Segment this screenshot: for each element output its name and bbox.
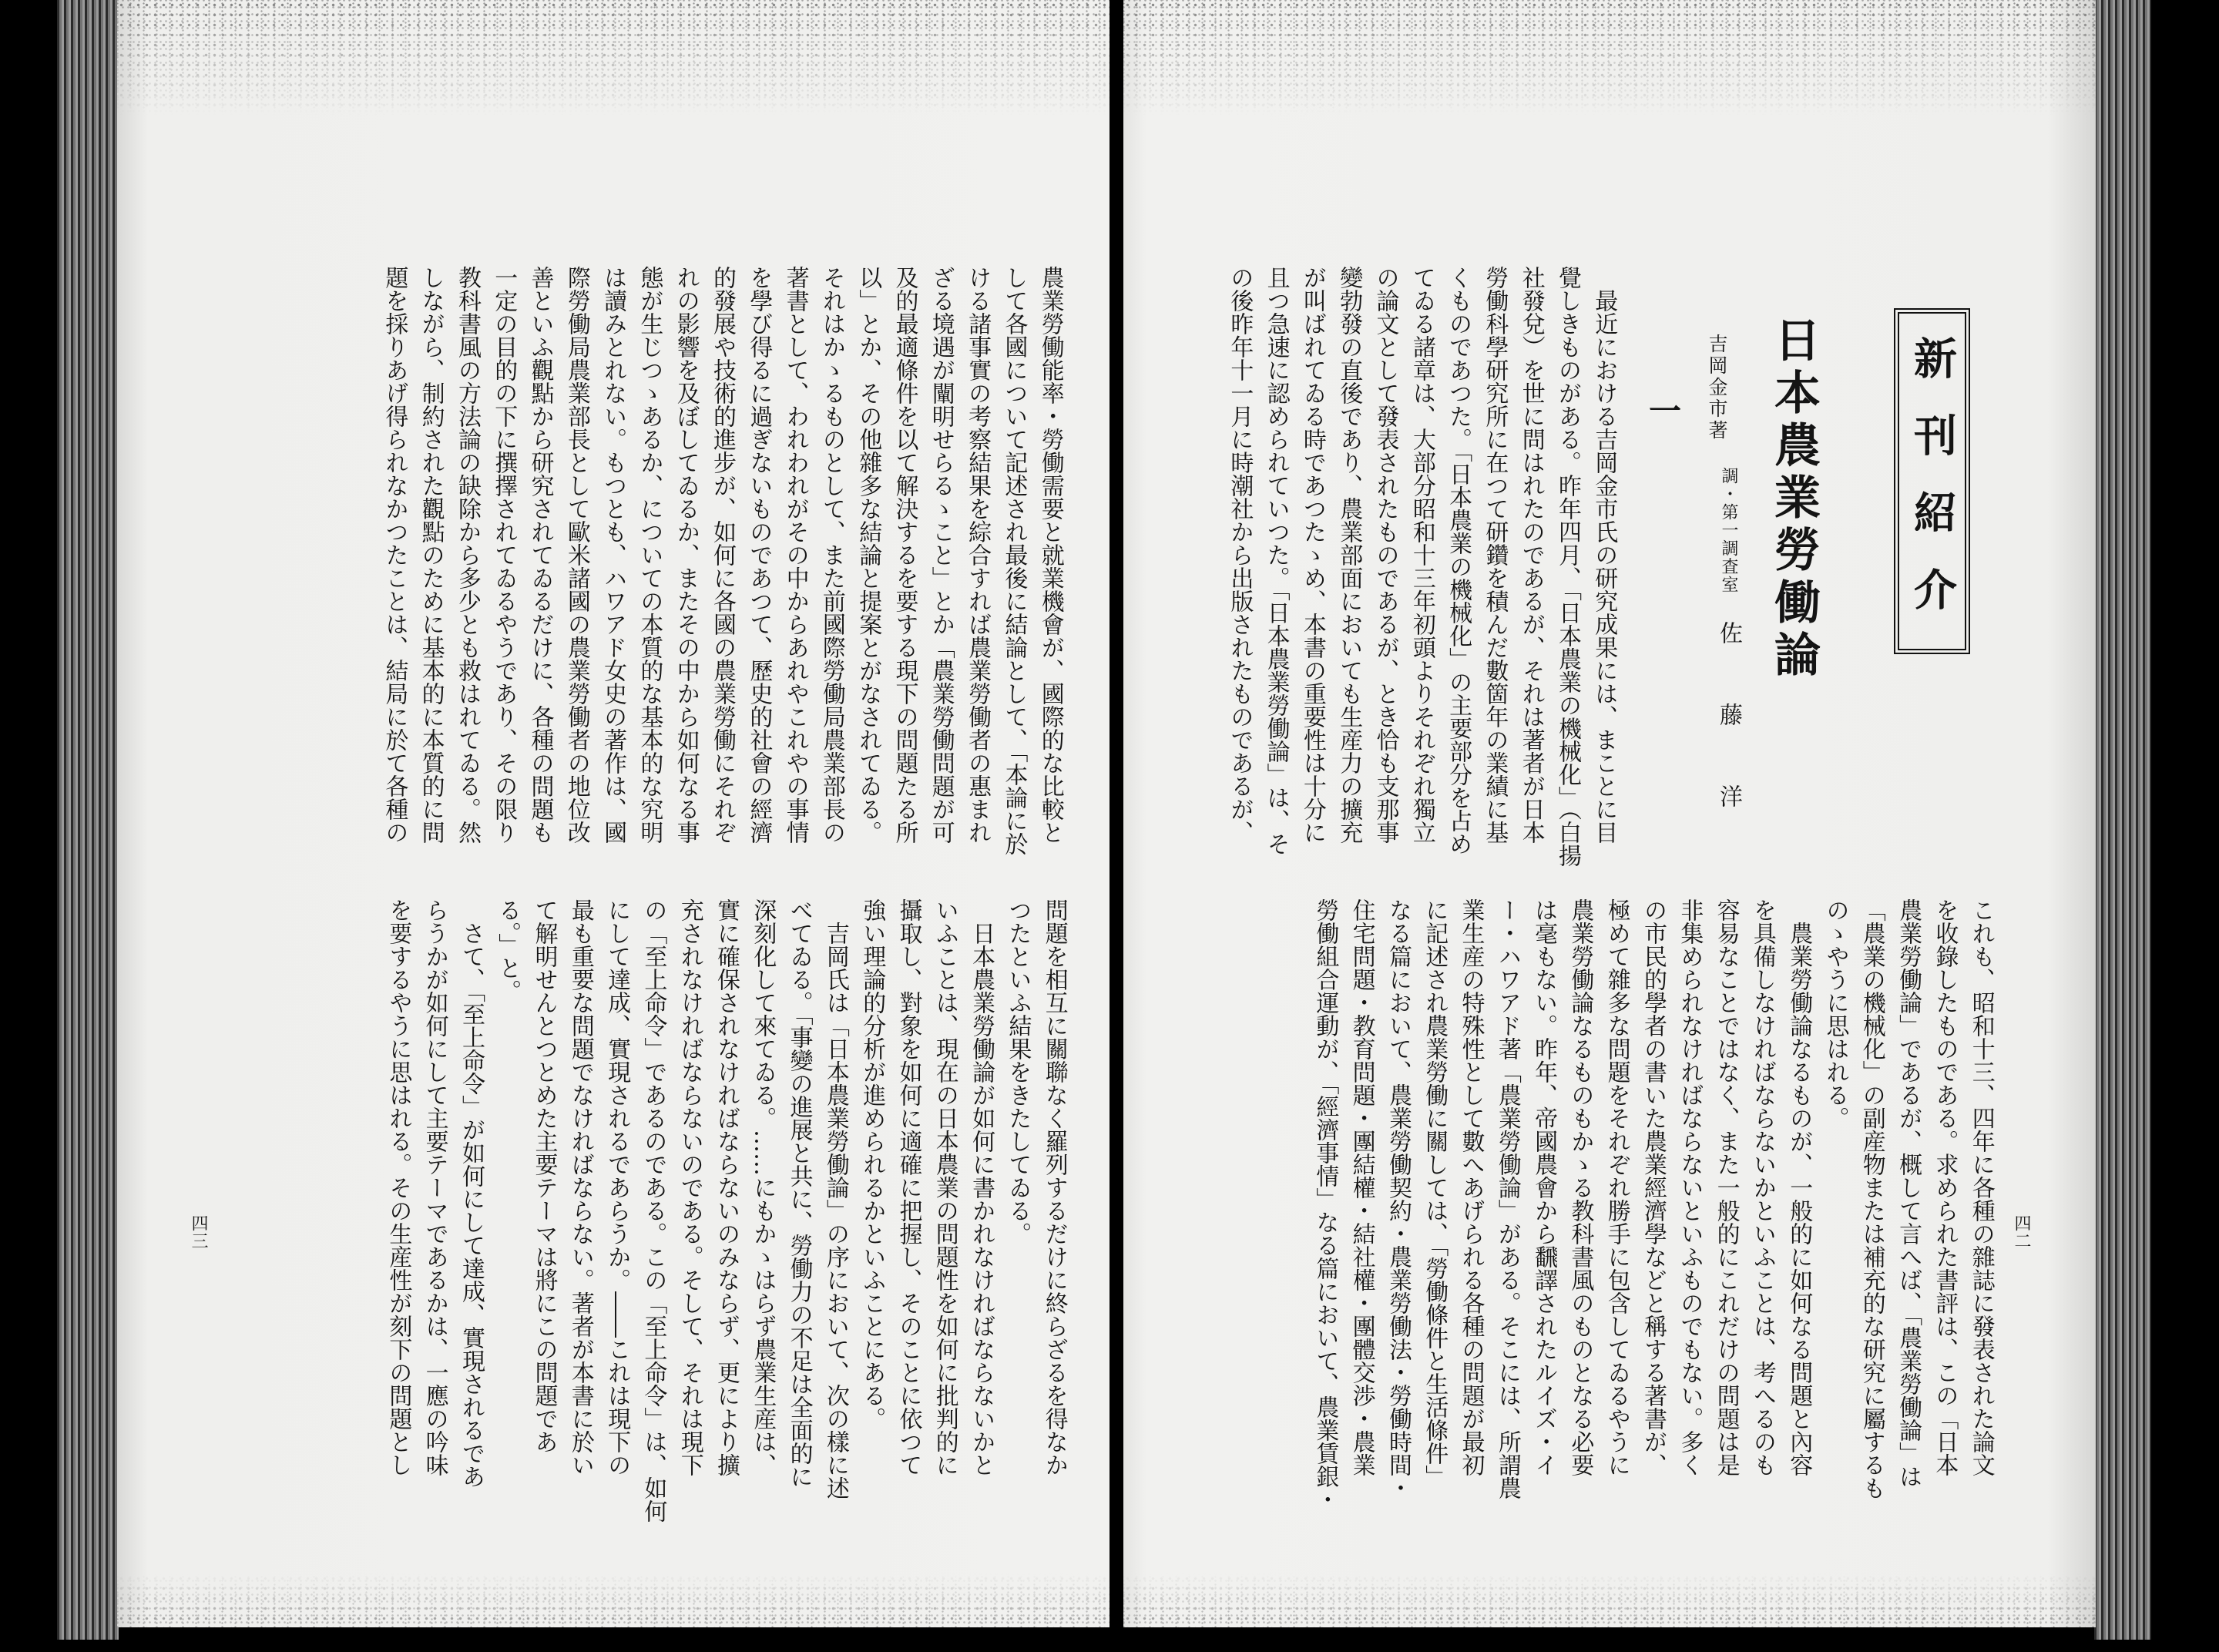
text-column: 最も重要な問題でなければならない。著者が本書に於い <box>566 898 594 1476</box>
text-column: て解明せんとつとめた主要テーマは將にこの問題であ <box>530 898 558 1453</box>
text-column: る。」と。 <box>494 898 522 1002</box>
text-column: 吉岡氏は「日本農業勞働論」の序において、次の樣に述 <box>821 922 849 1499</box>
text-column: れの影響を及ぼしてゐるか、またその中から如何なる事 <box>672 266 700 844</box>
text-column: なる篇において、農業勞働契約・農業勞働法・勞働時間・ <box>1384 898 1412 1499</box>
right-page-lower-text-block <box>1307 898 1999 1511</box>
text-column: 問題を相互に關聯なく羅列するだけに終らざるを得なか <box>1040 898 1068 1476</box>
text-column: 農業勞働論なるものが、一般的に如何なる問題と內容 <box>1785 922 1813 1476</box>
text-column: らうかが如何にして主要テーマであるかは、一應の吟味 <box>421 898 448 1476</box>
text-column: 最近における吉岡金市氏の研究成果には、まことに目 <box>1590 289 1618 844</box>
text-column: 變勃發の直後であり、農業部面においても生産力の擴充 <box>1335 266 1363 844</box>
text-column: のゝやうに思はれる。 <box>1821 898 1849 1130</box>
text-column: 及的最適條件を以て解決するを要する現下の問題たる所 <box>891 266 918 844</box>
right-page-upper-text-block <box>1221 266 1622 867</box>
page-stack-edge-left <box>57 0 119 1640</box>
text-column: の市民的學者の書いた農業經濟學などと稱する著書が、 <box>1640 898 1667 1476</box>
text-column: 的發展や技術的進步が、如何に各國の農業勞働にそれぞ <box>709 266 737 844</box>
text-column: 農業勞働論」であるが、概して言へば、「農業勞働論」は <box>1895 898 1922 1488</box>
text-column: を學び得るに過ぎないものであつて、歷史的社會の經濟 <box>745 266 773 844</box>
text-column: 非集められなければならないといふものでもない。多く <box>1676 898 1704 1476</box>
section-label-box: 新刊紹介 <box>1894 308 1970 654</box>
text-column: しながら、制約された觀點のために基本的に本質的に問 <box>417 266 445 844</box>
scan-noise-top <box>1123 0 2096 116</box>
text-column: 題を採りあげ得られなかつたことは、結局に於て各種の <box>381 266 408 844</box>
text-column: さて、「至上命令」が如何にして達成、實現されるであ <box>457 922 485 1488</box>
text-column: が叫ばれてゐる時であつたゝめ、本書の重要性は十分に <box>1298 266 1326 844</box>
text-column: 實に確保されなければならないのみならず、更により擴 <box>713 898 740 1476</box>
text-column: つたといふ結果をきたしてゐる。 <box>1004 898 1032 1245</box>
text-column: 「農業の機械化」の副産物または補充的な研究に屬するも <box>1858 898 1885 1499</box>
text-column: これも、昭和十三、四年に各種の雜誌に發表された論文 <box>1967 898 1995 1476</box>
text-column: は讀みとれない。もつとも、ハワアド女史の著作は、國 <box>599 266 627 844</box>
text-column: それはかゝるものとして、また前國際勞働局農業部長の <box>817 266 845 844</box>
left-page-lower-text-block <box>380 898 1073 1523</box>
text-column: 農業勞働論なるものもかゝる教科書風のものとなる必要 <box>1566 898 1594 1476</box>
text-column: 際勞働局農業部長として歐米諸國の農業勞働者の地位改 <box>562 266 590 844</box>
text-column: ー・ハワアド著「農業勞働論」がある。そこには、所謂農 <box>1493 898 1521 1499</box>
text-column: 一定の目的の下に撰擇されてゐるやうであり、その限り <box>490 266 518 844</box>
page-number: 四三 <box>189 1214 208 1250</box>
text-column: にして達成、實現されるであらうか。――これは現下の <box>603 898 631 1476</box>
book-title: 日本農業勞働論 <box>1767 316 1821 683</box>
text-column: ける諸事實の考察結果を綜合すれば農業勞働者の惠まれ <box>964 266 992 844</box>
text-column: を要するやうに思はれる。その生産性が刻下の問題とし <box>384 898 412 1476</box>
text-column: いふことは、現在の日本農業の問題性を如何に批判的に <box>931 898 958 1476</box>
left-page <box>117 0 1110 1627</box>
text-column: 態が生じつゝあるか、についての本質的な基本的な究明 <box>636 266 663 844</box>
text-column: 業生産の特殊性として數へあげられる各種の問題が最初 <box>1457 898 1485 1476</box>
text-column: 日本農業勞働論が如何に書かれなければならないかと <box>968 922 995 1476</box>
text-column: の「至上命令」であるのである。この「至上命令」は、如何 <box>640 898 667 1523</box>
text-column: 覺しきものがある。昨年四月、「日本農業の機械化」（白揚 <box>1554 266 1581 867</box>
scan-noise-top <box>117 0 1110 116</box>
text-column: くものであつた。「日本農業の機械化」の主要部分を占め <box>1445 266 1472 855</box>
section-number: 一 <box>1644 394 1682 426</box>
text-column: 住宅問題・教育問題・團結權・結社權・團體交渉・農業 <box>1348 898 1375 1476</box>
left-page-upper-text-block <box>376 266 1069 855</box>
text-column: 社發兌）を世に問はれたのであるが、それは著者が日本 <box>1517 266 1545 844</box>
book-author: 吉岡金市著 <box>1706 334 1728 442</box>
text-column: てゐる諸章は、大部分昭和十三年初頭よりそれぞれ獨立 <box>1408 266 1435 844</box>
text-column: して各國について記述され最後に結論として、「本論に於 <box>1000 266 1028 855</box>
text-column: ざる境遇が闡明せらるゝこと」とか「農業勞働問題が可 <box>927 266 955 844</box>
text-column: 極めて雜多な問題をそれぞれ勝手に包含してゐるやうに <box>1603 898 1630 1476</box>
scan-noise-bottom <box>117 1573 1110 1627</box>
text-column: の後昨年十一月に時潮社から出版されたものであるが、 <box>1226 266 1254 844</box>
text-column: 充されなければならないのである。そして、それは現下 <box>676 898 703 1476</box>
text-column: 教科書風の方法論の缺除から多少とも救はれてゐる。然 <box>453 266 481 844</box>
text-column: 農業勞働能率・勞働需要と就業機會が、國際的な比較と <box>1036 266 1064 844</box>
text-column: 著書として、われわれがその中からあれやこれやの事情 <box>781 266 809 844</box>
text-column: べてゐる。「事變の進展と共に、勞働力の不足は全面的に <box>785 898 813 1488</box>
text-column: 以」とか、その他雜多な結論と提案とがなされてゐる。 <box>854 266 882 844</box>
reviewer-name: 佐藤洋 <box>1715 621 1742 866</box>
text-column: 深刻化して來てゐる。……にもかゝはらず農業生産は、 <box>749 898 777 1476</box>
reviewer-affiliation: 調・第一調査室 <box>1719 467 1738 594</box>
page-number: 四二 <box>2012 1214 2031 1250</box>
text-column: 強い理論的分析が進められるかといふことにある。 <box>858 898 886 1430</box>
page-stack-edge-right <box>2094 0 2151 1640</box>
text-column: 容易なことではなく、また一般的にこれだけの問題は是 <box>1712 898 1740 1476</box>
text-column: に記述され農業勞働に關しては、「勞働條件と生活條件」 <box>1421 898 1449 1488</box>
text-column: の論文として發表されたものであるが、とき恰も支那事 <box>1371 266 1399 844</box>
scan-noise-bottom <box>1123 1573 2096 1627</box>
text-column: 且つ急速に認められていつた。「日本農業勞働論」は、そ <box>1262 266 1290 855</box>
text-column: 攝取し、對象を如何に適確に把握し、そのことに依つて <box>895 898 922 1476</box>
text-column: 勞働組合運動が、「經濟事情」なる篇において、農業賃銀・ <box>1311 898 1339 1511</box>
text-column: 善といふ觀點から研究されてゐるだけに、各種の問題も <box>526 266 554 844</box>
text-column: 勞働科學研究所に在つて研鑽を積んだ數箇年の業績に基 <box>1481 266 1509 844</box>
text-column: は毫もない。昨年、帝國農會から飜譯されたルイズ・イ <box>1530 898 1558 1476</box>
text-column: を具備しなければならないかといふことは、考へるのも <box>1748 898 1776 1476</box>
text-column: を收錄したものである。求められた書評は、この「日本 <box>1931 898 1959 1476</box>
right-page <box>1123 0 2096 1627</box>
